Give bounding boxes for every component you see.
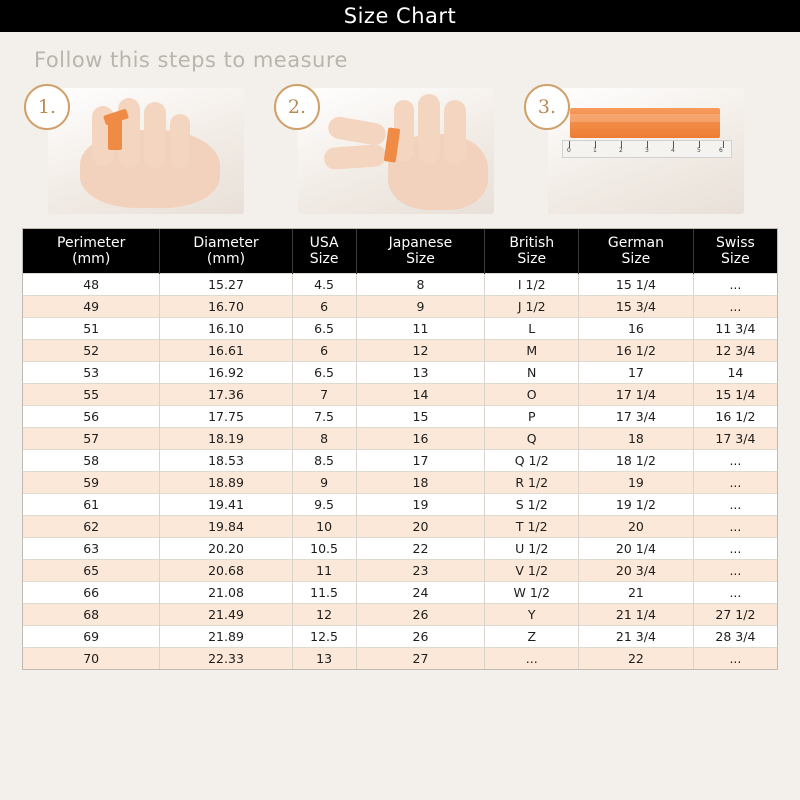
column-header-usa: USA Size (292, 229, 356, 274)
size-table-container (22, 228, 778, 670)
cell-british: I 1/2 (485, 274, 579, 296)
cell-perimeter: 56 (23, 406, 160, 428)
column-header-swiss: Swiss Size (693, 229, 777, 274)
cell-japanese: 27 (356, 648, 485, 670)
cell-perimeter: 53 (23, 362, 160, 384)
cell-japanese: 26 (356, 604, 485, 626)
cell-perimeter: 63 (23, 538, 160, 560)
cell-swiss: ... (693, 450, 777, 472)
cell-german: 19 (579, 472, 694, 494)
cell-british: J 1/2 (485, 296, 579, 318)
cell-british: Y (485, 604, 579, 626)
finger-shape (418, 94, 440, 164)
cell-swiss: 28 3/4 (693, 626, 777, 648)
cell-perimeter: 65 (23, 560, 160, 582)
table-row (23, 406, 777, 428)
table-row (23, 560, 777, 582)
cell-british: P (485, 406, 579, 428)
cell-german: 17 (579, 362, 694, 384)
cell-german: 18 1/2 (579, 450, 694, 472)
cell-japanese: 15 (356, 406, 485, 428)
cell-swiss: 14 (693, 362, 777, 384)
table-row (23, 648, 777, 670)
cell-perimeter: 51 (23, 318, 160, 340)
finger-shape (170, 114, 190, 168)
cell-british: O (485, 384, 579, 406)
cell-german: 18 (579, 428, 694, 450)
cell-german: 20 1/4 (579, 538, 694, 560)
cell-german: 22 (579, 648, 694, 670)
cell-perimeter: 66 (23, 582, 160, 604)
cell-diameter: 22.33 (160, 648, 292, 670)
cell-perimeter: 59 (23, 472, 160, 494)
cell-japanese: 20 (356, 516, 485, 538)
size-table-body (23, 274, 777, 670)
cell-swiss: ... (693, 494, 777, 516)
step-1 (24, 84, 244, 214)
table-row (23, 296, 777, 318)
cell-usa: 6.5 (292, 362, 356, 384)
table-row (23, 472, 777, 494)
cell-british: U 1/2 (485, 538, 579, 560)
cell-diameter: 17.36 (160, 384, 292, 406)
cell-german: 16 (579, 318, 694, 340)
step-2-photo (298, 88, 494, 214)
step-3 (524, 84, 744, 214)
cell-diameter: 21.89 (160, 626, 292, 648)
cell-diameter: 19.84 (160, 516, 292, 538)
table-row (23, 538, 777, 560)
cell-german: 21 (579, 582, 694, 604)
cell-japanese: 17 (356, 450, 485, 472)
cell-perimeter: 57 (23, 428, 160, 450)
cell-british: Q (485, 428, 579, 450)
cell-diameter: 15.27 (160, 274, 292, 296)
cell-perimeter: 69 (23, 626, 160, 648)
cell-british: W 1/2 (485, 582, 579, 604)
cell-usa: 6 (292, 296, 356, 318)
cell-japanese: 23 (356, 560, 485, 582)
table-row (23, 582, 777, 604)
cell-perimeter: 52 (23, 340, 160, 362)
table-row (23, 494, 777, 516)
step-1-badge: 1. (24, 84, 70, 130)
column-header-german: German Size (579, 229, 694, 274)
cell-swiss: 12 3/4 (693, 340, 777, 362)
cell-japanese: 8 (356, 274, 485, 296)
cell-swiss: ... (693, 296, 777, 318)
cell-usa: 8.5 (292, 450, 356, 472)
table-row (23, 450, 777, 472)
step-2 (274, 84, 494, 214)
cell-german: 20 3/4 (579, 560, 694, 582)
cell-diameter: 16.10 (160, 318, 292, 340)
cell-swiss: ... (693, 648, 777, 670)
column-header-diameter: Diameter (mm) (160, 229, 292, 274)
cell-japanese: 26 (356, 626, 485, 648)
cell-german: 19 1/2 (579, 494, 694, 516)
tape-strip (570, 108, 720, 138)
cell-swiss: ... (693, 516, 777, 538)
cell-perimeter: 70 (23, 648, 160, 670)
cell-japanese: 18 (356, 472, 485, 494)
column-header-perimeter: Perimeter (mm) (23, 229, 160, 274)
cell-british: Q 1/2 (485, 450, 579, 472)
cell-swiss: 16 1/2 (693, 406, 777, 428)
step-3-badge: 3. (524, 84, 570, 130)
cell-perimeter: 49 (23, 296, 160, 318)
cell-japanese: 24 (356, 582, 485, 604)
cell-diameter: 16.92 (160, 362, 292, 384)
cell-japanese: 9 (356, 296, 485, 318)
cell-usa: 7.5 (292, 406, 356, 428)
column-header-japanese: Japanese Size (356, 229, 485, 274)
cell-usa: 6 (292, 340, 356, 362)
cell-diameter: 18.53 (160, 450, 292, 472)
cell-german: 15 1/4 (579, 274, 694, 296)
cell-british: N (485, 362, 579, 384)
cell-perimeter: 61 (23, 494, 160, 516)
cell-british: R 1/2 (485, 472, 579, 494)
measurement-steps (0, 84, 800, 214)
cell-perimeter: 58 (23, 450, 160, 472)
cell-diameter: 21.49 (160, 604, 292, 626)
cell-german: 15 3/4 (579, 296, 694, 318)
cell-british: M (485, 340, 579, 362)
cell-usa: 10.5 (292, 538, 356, 560)
table-row (23, 340, 777, 362)
cell-perimeter: 48 (23, 274, 160, 296)
cell-usa: 8 (292, 428, 356, 450)
cell-japanese: 19 (356, 494, 485, 516)
table-row (23, 274, 777, 296)
cell-usa: 11.5 (292, 582, 356, 604)
cell-usa: 12.5 (292, 626, 356, 648)
table-header-row (23, 229, 777, 274)
cell-usa: 6.5 (292, 318, 356, 340)
cell-swiss: ... (693, 582, 777, 604)
cell-perimeter: 62 (23, 516, 160, 538)
cell-usa: 11 (292, 560, 356, 582)
step-2-badge: 2. (274, 84, 320, 130)
finger-shape (144, 102, 166, 168)
page-header (0, 0, 800, 32)
cell-usa: 4.5 (292, 274, 356, 296)
cell-diameter: 17.75 (160, 406, 292, 428)
step-3-photo (548, 88, 744, 214)
cell-diameter: 16.61 (160, 340, 292, 362)
cell-swiss: ... (693, 274, 777, 296)
cell-swiss: 15 1/4 (693, 384, 777, 406)
cell-diameter: 16.70 (160, 296, 292, 318)
cell-diameter: 18.89 (160, 472, 292, 494)
table-row (23, 318, 777, 340)
cell-swiss: 17 3/4 (693, 428, 777, 450)
cell-swiss: ... (693, 560, 777, 582)
size-table (23, 229, 777, 669)
cell-british: ... (485, 648, 579, 670)
cell-german: 17 3/4 (579, 406, 694, 428)
cell-diameter: 19.41 (160, 494, 292, 516)
cell-british: V 1/2 (485, 560, 579, 582)
ruler: 0 1 2 3 4 5 6 (562, 140, 732, 158)
cell-swiss: 11 3/4 (693, 318, 777, 340)
cell-usa: 13 (292, 648, 356, 670)
cell-japanese: 22 (356, 538, 485, 560)
cell-perimeter: 68 (23, 604, 160, 626)
cell-german: 16 1/2 (579, 340, 694, 362)
cell-german: 17 1/4 (579, 384, 694, 406)
cell-german: 21 3/4 (579, 626, 694, 648)
cell-swiss: ... (693, 538, 777, 560)
cell-usa: 10 (292, 516, 356, 538)
cell-german: 20 (579, 516, 694, 538)
page-title: Size Chart (343, 4, 457, 28)
cell-diameter: 20.68 (160, 560, 292, 582)
table-row (23, 384, 777, 406)
table-row (23, 516, 777, 538)
cell-japanese: 12 (356, 340, 485, 362)
cell-usa: 7 (292, 384, 356, 406)
table-row (23, 428, 777, 450)
cell-diameter: 20.20 (160, 538, 292, 560)
cell-perimeter: 55 (23, 384, 160, 406)
cell-japanese: 16 (356, 428, 485, 450)
cell-british: S 1/2 (485, 494, 579, 516)
cell-usa: 9 (292, 472, 356, 494)
cell-japanese: 11 (356, 318, 485, 340)
finger-shape (323, 144, 386, 170)
cell-german: 21 1/4 (579, 604, 694, 626)
cell-japanese: 13 (356, 362, 485, 384)
instructions-subtitle: Follow this steps to measure (34, 48, 348, 72)
cell-usa: 9.5 (292, 494, 356, 516)
cell-british: T 1/2 (485, 516, 579, 538)
cell-swiss: 27 1/2 (693, 604, 777, 626)
cell-british: L (485, 318, 579, 340)
size-table-head (23, 229, 777, 274)
cell-diameter: 18.19 (160, 428, 292, 450)
cell-diameter: 21.08 (160, 582, 292, 604)
cell-british: Z (485, 626, 579, 648)
step-1-photo (48, 88, 244, 214)
cell-japanese: 14 (356, 384, 485, 406)
cell-swiss: ... (693, 472, 777, 494)
column-header-british: British Size (485, 229, 579, 274)
table-row (23, 362, 777, 384)
table-row (23, 626, 777, 648)
table-row (23, 604, 777, 626)
cell-usa: 12 (292, 604, 356, 626)
finger-shape (444, 100, 466, 164)
